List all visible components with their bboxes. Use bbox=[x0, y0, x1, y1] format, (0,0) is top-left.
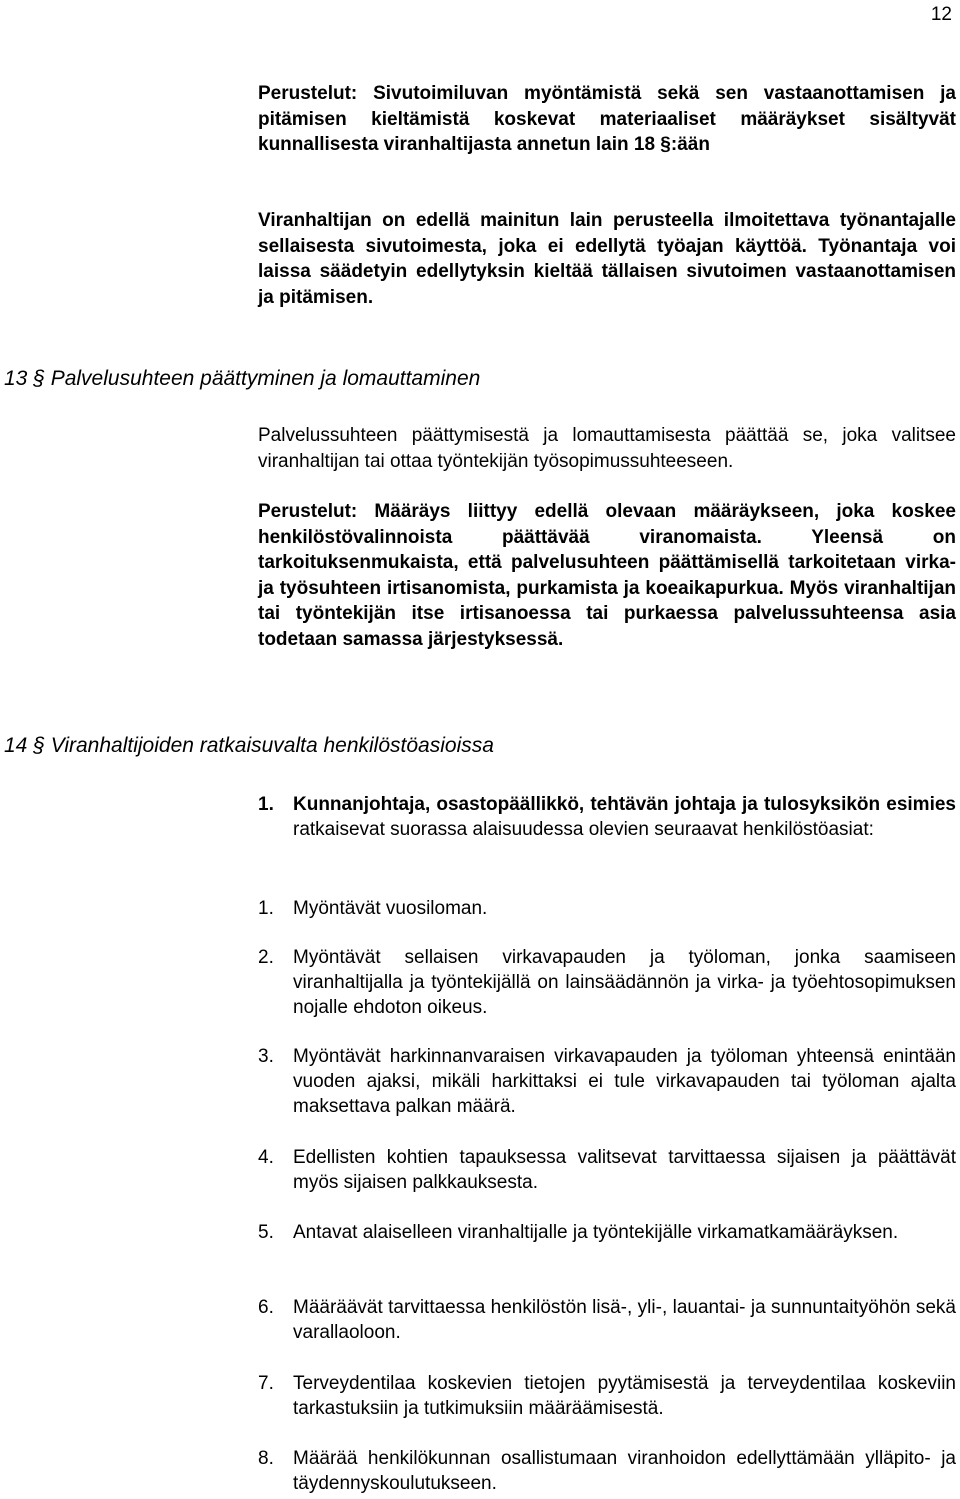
list-item bbox=[258, 1044, 956, 1119]
list-item-number: 6. bbox=[258, 1297, 274, 1318]
list-item-number: 5. bbox=[258, 1222, 274, 1243]
list-intro bbox=[258, 792, 956, 842]
page-number: 12 bbox=[930, 4, 952, 25]
list-item bbox=[258, 1220, 956, 1245]
list-item bbox=[258, 1446, 956, 1496]
list-item bbox=[258, 1371, 956, 1421]
list-item-text: Edellisten kohtien tapauksessa valitsevat tarvittaessa sijaisen ja päättävät myös sijaisen palkkauksesta. bbox=[293, 1147, 956, 1193]
section-13-perustelut: Perustelut: Määräys liittyy edellä olevaan määräykseen, joka koskee henkilöstövalinnoista päättävää viranomaista. Yleensä on tarkoituksenmukaista, että palvelusuhteen päättämisellä tarkoitetaan virka- ja työsuhteen irtisanomista, purkamista ja koeaikapurkua. Myös viranhaltijan tai työntekijän itse irtisanoessa tai purkaessa palvelussuhteensa asia todetaan samassa järjestyksessä. bbox=[258, 501, 956, 650]
list-intro-bold: Kunnanjohtaja, osastopäällikkö, tehtävän johtaja ja tulosyksikön esimies bbox=[293, 794, 956, 815]
list-item-text: Määrää henkilökunnan osallistumaan viranhoidon edellyttämään ylläpito- ja täydennyskoulutukseen. bbox=[293, 1448, 956, 1494]
intro-viranhaltijan-paragraph: Viranhaltijan on edellä mainitun lain perusteella ilmoitettava työnantajalle sellaisesta sivutoimesta, joka ei edellytä työajan käyttöä. Työnantaja voi laissa säädetyin edellytyksin kieltää tällaisen sivutoimen vastaanottamisen ja pitämisen. bbox=[258, 210, 956, 308]
list-item-number: 2. bbox=[258, 947, 274, 968]
intro-perustelut-paragraph: Perustelut: Sivutoimiluvan myöntämistä sekä sen vastaanottamisen ja pitämisen kieltämistä koskevat materiaaliset määräykset sisältyvät kunnallisesta viranhaltijasta annetun lain 18 §:ään bbox=[258, 83, 956, 156]
list-item-text: Antavat alaiselleen viranhaltijalle ja työntekijälle virkamatkamääräyksen. bbox=[293, 1222, 899, 1243]
list-item-number: 3. bbox=[258, 1046, 274, 1067]
list-item-number: 1. bbox=[258, 898, 274, 919]
list-item-text: Myöntävät sellaisen virkavapauden ja työloman, jonka saamiseen viranhaltijalla ja työntekijällä on lainsäädännön ja virka- ja työehtosopimuksen nojalle ehdoton oikeus. bbox=[293, 947, 956, 1018]
section-13-heading: 13 § Palvelusuhteen päättyminen ja lomauttaminen bbox=[4, 367, 481, 390]
list-item-text: Myöntävät vuosiloman. bbox=[293, 898, 488, 919]
list-intro-text bbox=[293, 792, 956, 842]
list-item bbox=[258, 1295, 956, 1345]
section-13-body: Palvelussuhteen päättymisestä ja lomauttamisesta päättää se, joka valitsee viranhaltijan tai ottaa työntekijän työsopimussuhteeseen. bbox=[258, 425, 956, 472]
list-item-text: Määräävät tarvittaessa henkilöstön lisä-, yli-, lauantai- ja sunnuntaityöhön sekä varallaoloon. bbox=[293, 1297, 956, 1343]
list-item-text: Terveydentilaa koskevien tietojen pyytämisestä ja terveydentilaa koskeviin tarkastuksiin ja tutkimuksiin määräämisestä. bbox=[293, 1373, 956, 1419]
list-item-number: 7. bbox=[258, 1373, 274, 1394]
list-item-number: 8. bbox=[258, 1448, 274, 1469]
list-item bbox=[258, 945, 956, 1020]
list-item-text: Myöntävät harkinnanvaraisen virkavapauden ja työloman yhteensä enintään vuoden ajaksi, mikäli harkittaksi ei tule virkavapauden tai työloman ajalta maksettava palkan määrä. bbox=[293, 1046, 956, 1117]
list-item bbox=[258, 1145, 956, 1195]
list-item bbox=[258, 896, 956, 921]
list-intro-number: 1. bbox=[258, 794, 274, 815]
section-14-heading: 14 § Viranhaltijoiden ratkaisuvalta henkilöstöasioissa bbox=[4, 734, 494, 757]
list-item-number: 4. bbox=[258, 1147, 274, 1168]
list-intro-rest: ratkaisevat suorassa alaisuudessa olevien seuraavat henkilöstöasiat: bbox=[293, 819, 874, 840]
